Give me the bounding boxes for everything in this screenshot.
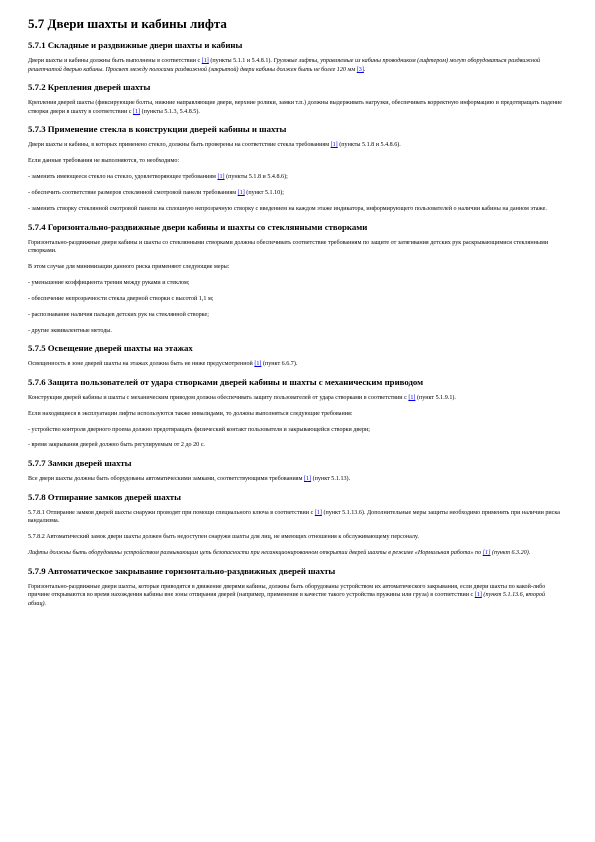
paragraph <box>28 205 563 214</box>
text-span: Если находящиеся в эксплуатации лифты используются также инвалидами, то должны выполняться следующие требования: <box>28 410 353 417</box>
text-span: (пункт 5.1.13). <box>311 476 351 483</box>
text-span: Двери шахты и кабины, в которых применено стекло, должны быть проверены на соответствие стекла требованиям <box>28 142 331 149</box>
italic-text: Грузовые лифты, управляемые из кабины проводником (лифтером) могут оборудоваться раздвижной решетчатой дверью кабины. Просвет между полосами раздвижной (закрытой) двери кабины должен быть не более 120 мм <box>28 58 541 73</box>
italic-text: Лифты должны быть оборудованы устройством размыкающим цепь безопасности при несанкционированном открытии дверей шахты в режиме «Нормальная работа» по <box>28 550 483 556</box>
paragraph <box>28 263 563 272</box>
reference-link[interactable]: [1] <box>132 108 141 115</box>
text-span: - уменьшение коэффициента трения между руками и стеклом; <box>28 279 190 286</box>
paragraph <box>28 360 563 369</box>
text-span: - заменить имеющееся стекло на стекло, удовлетворяющее требованиям <box>28 174 218 181</box>
paragraph <box>28 189 563 198</box>
reference-link[interactable]: [1] <box>217 174 225 181</box>
paragraph <box>28 57 563 74</box>
text-span: 5.7.8.2 Автоматический замок двери шахты должен быть недоступен снаружи шахты для лиц, не имеющих отношения к обслуживающему персоналу. <box>28 534 419 541</box>
text-span: Если данные требования не выполняются, то необходимо: <box>28 158 180 165</box>
italic-text: . <box>363 66 366 73</box>
text-span: (пункт 5.1.10); <box>244 190 284 197</box>
text-span: (пункт 5.1.9.1). <box>415 394 456 401</box>
italic-text: (пункт 5.1.13.6, второй абзац). <box>28 592 546 607</box>
text-span: Освещенность в зоне дверей шахты на этажах должна быть не ниже предусмотренной <box>28 361 255 368</box>
text-span: (пункты 5.1.1 и 5.4.8.1). <box>208 58 274 64</box>
text-span: (пункт 6.6.7). <box>261 361 298 368</box>
paragraph <box>28 157 563 166</box>
paragraph <box>28 311 563 320</box>
reference-link[interactable]: [1] <box>314 509 322 516</box>
section-heading: 5.7.4 Горизонтально-раздвижные двери кабины и шахты со стеклянными створками <box>28 221 368 232</box>
text-span: - устройство контроля дверного проема должно предотвращать физический контакт пользователя и закрывающейся створки двери; <box>28 426 370 433</box>
paragraph <box>28 295 563 304</box>
text-span: - другие эквивалентные методы. <box>28 327 112 334</box>
paragraph <box>28 141 563 150</box>
paragraph <box>28 279 563 288</box>
paragraph <box>28 327 563 336</box>
text-span: (пункт 5.1.13.6). Дополнительные меры защиты необходимо применять при наличии риска вандализма. <box>28 509 560 525</box>
reference-link[interactable]: [1] <box>474 592 482 599</box>
paragraph <box>28 441 563 450</box>
text-span: - обеспечить соответствие размеров стеклянной смотровой панели требованиям <box>28 190 238 197</box>
paragraph <box>28 394 563 403</box>
text-span: Все двери шахты должны быть оборудованы автоматическими замками, соответствующими требованиям <box>28 476 304 483</box>
reference-link[interactable]: [1] <box>330 142 338 149</box>
paragraph <box>28 426 563 435</box>
paragraph <box>28 410 563 419</box>
paragraph <box>28 99 563 116</box>
italic-text: (пункт 6.3.20). <box>490 550 531 556</box>
paragraph <box>28 583 563 609</box>
section-heading: 5.7.3 Применение стекла в конструкции дверей кабины и шахты <box>28 124 287 135</box>
text-span: Крепления дверей шахты (фиксирующие болты, нижние направляющие двери, верхние ролики, замки т.п.) должны выдерживать нагрузки, обеспечивать корректную информацию и предотвращать падение створки двери в шахту в соответствии с <box>28 100 562 115</box>
section-heading: 5.7.5 Освещение дверей шахты на этажах <box>28 343 193 354</box>
text-span: (пункты 5.1.8 и 5.4.8.6); <box>224 174 288 181</box>
text-span: - время закрывания дверей должно быть регулируемым от 2 до 20 с. <box>28 442 205 449</box>
text-span: Горизонтально-раздвижные двери кабины и шахты со стеклянными створками должны обеспечивать соответствие требованиям по защите от затягивания детских рук раскрывающимися стеклянными створками. <box>28 239 549 255</box>
paragraph <box>28 239 563 256</box>
paragraph <box>28 475 563 484</box>
reference-link[interactable]: [1] <box>482 550 491 556</box>
text-span: Горизонтально-раздвижные двери шахты, которые приводятся в движение дверями кабины, должны быть оборудованы устройством их автоматического закрывания, если двери шахты по какой-либо причине открываются во время нахождения кабины вне зоны отпирания дверей (например, применение в качестве такого устройства пружины или груза) в соответствии с <box>28 583 546 599</box>
page-title: 5.7 Двери шахты и кабины лифта <box>28 16 227 31</box>
section-heading: 5.7.1 Складные и раздвижные двери шахты и кабины <box>28 40 243 50</box>
section-heading: 5.7.8 Отпирание замков дверей шахты <box>28 491 181 502</box>
section-heading: 5.7.9 Автоматическое закрывание горизонтально-раздвижных дверей шахты <box>28 565 336 576</box>
text-span: 5.7.8.1 Отпирание замков дверей шахты снаружи проводят при помощи специального ключа в соответствии с <box>28 509 315 516</box>
paragraph <box>28 549 563 558</box>
reference-link[interactable]: [3] <box>356 66 364 73</box>
text-span: Двери шахты и кабины должны быть выполнены в соответствии с <box>28 58 202 64</box>
text-span: (пункты 5.1.8 и 5.4.8.6). <box>337 142 401 149</box>
text-span: В этом случае для минимизации данного риска применяют следующие меры: <box>28 264 230 271</box>
sections-container <box>28 40 563 608</box>
text-span: (пункты 5.1.3, 5.4.8.5). <box>140 108 200 115</box>
section-heading: 5.7.7 Замки дверей шахты <box>28 458 132 469</box>
text-span: - обеспечение непрозрачности стекла дверной створки с высотой 1,1 м; <box>28 295 214 302</box>
text-span: - заменить створку стеклянной смотровой панели на сплошную непрозрачную створку с введением на каждом этаже индикатора, информирующего пользователей о наличии кабины на данном этаже. <box>28 205 547 212</box>
text-span: Конструкция дверей кабины и шахты с механическим приводом должна обеспечивать защиту пользователей от удара створками в соответствии с <box>28 394 409 401</box>
text-span: - распознавание наличия пальцев детских рук на стеклянной створке; <box>28 311 209 318</box>
paragraph <box>28 173 563 182</box>
reference-link[interactable]: [1] <box>408 394 416 401</box>
section-heading: 5.7.2 Крепления дверей шахты <box>28 82 151 93</box>
reference-link[interactable]: [1] <box>237 190 245 197</box>
section-heading: 5.7.6 Защита пользователей от удара створками дверей кабины и шахты с механическим приводом <box>28 376 424 387</box>
document-page <box>28 16 563 616</box>
paragraph <box>28 533 563 542</box>
reference-link[interactable]: [1] <box>254 361 262 368</box>
reference-link[interactable]: [1] <box>304 476 312 483</box>
reference-link[interactable]: [1] <box>201 58 209 64</box>
paragraph <box>28 509 563 526</box>
